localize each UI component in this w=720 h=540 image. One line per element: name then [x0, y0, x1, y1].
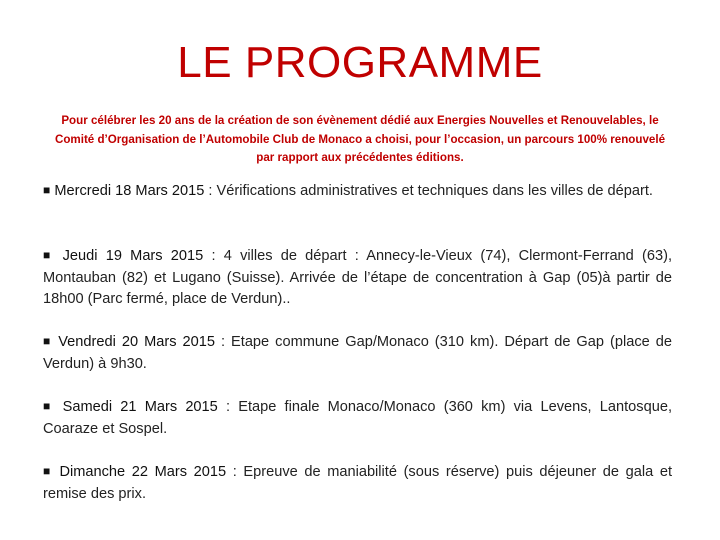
- program-day: Vendredi 20 Mars 2015: [58, 334, 215, 350]
- program-day: Samedi 21 Mars 2015: [62, 399, 218, 415]
- program-day: Jeudi 19 Mars 2015: [62, 248, 204, 264]
- program-item: [43, 397, 672, 440]
- square-bullet-icon: ■: [43, 248, 55, 262]
- program-day: Mercredi 18 Mars 2015: [54, 183, 205, 199]
- program-description: : Etape finale Monaco/Monaco (360 km) via Levens, Lantosque, Coaraze et Sospel.: [43, 399, 672, 437]
- square-bullet-icon: ■: [43, 334, 53, 348]
- square-bullet-icon: ■: [43, 183, 51, 197]
- program-description: : Epreuve de maniabilité (sous réserve) puis déjeuner de gala et remise des prix.: [43, 464, 673, 502]
- program-item: [43, 246, 672, 311]
- program-day: Dimanche 22 Mars 2015: [59, 464, 227, 480]
- program-item: [43, 332, 672, 375]
- page-title: LE PROGRAMME: [177, 38, 543, 87]
- square-bullet-icon: ■: [43, 399, 55, 413]
- program-description: : 4 villes de départ : Annecy-le-Vieux (74), Clermont-Ferrand (63), Montauban (82) et Lugano (Suisse). Arrivée de l’étape de concentration à Gap (05)à partir de 18h00 (Parc fermé, place de Verdun)..: [43, 248, 673, 307]
- program-item: [43, 181, 672, 203]
- program-description: : Etape commune Gap/Monaco (310 km). Départ de Gap (place de Verdun) à 9h30.: [43, 334, 673, 372]
- square-bullet-icon: ■: [43, 464, 53, 478]
- intro-paragraph: Pour célébrer les 20 ans de la création de son évènement dédié aux Energies Nouvelles et Renouvelables, le Comité d’Organisation de l’Automobile Club de Monaco a choisi, pour l’occasion, un parcours 100% renouvelé par rapport aux précédentes éditions.: [54, 114, 666, 164]
- program-item: [43, 462, 672, 505]
- program-description: : Vérifications administratives et techniques dans les villes de départ.: [204, 183, 653, 199]
